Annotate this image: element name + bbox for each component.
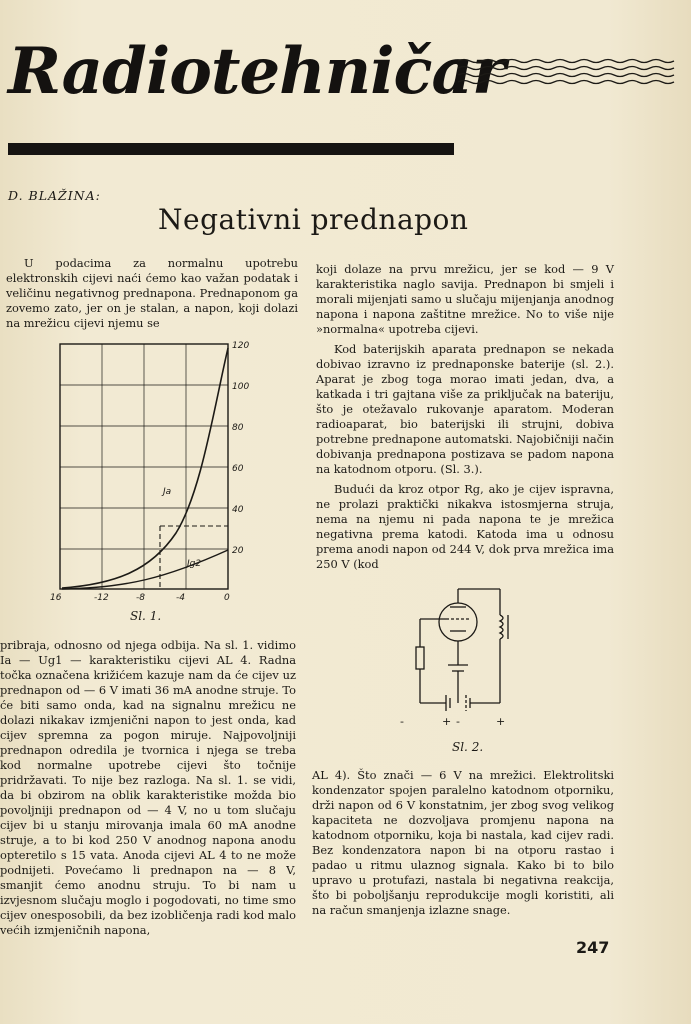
masthead-underline bbox=[8, 143, 454, 155]
article-title: Negativni prednapon bbox=[158, 203, 469, 236]
y-tick: 20 bbox=[232, 546, 244, 556]
figure-1-graph bbox=[46, 338, 252, 608]
x-tick: -12 bbox=[94, 593, 109, 603]
y-tick: 100 bbox=[232, 382, 250, 392]
column-2-top bbox=[316, 262, 614, 572]
y-tick: 80 bbox=[232, 423, 244, 433]
x-tick: -8 bbox=[136, 593, 145, 603]
x-tick: 16 bbox=[50, 593, 62, 603]
wavy-lines-ornament bbox=[458, 58, 676, 88]
column-1-top bbox=[6, 256, 298, 331]
paragraph: koji dolaze na prvu mrežicu, jer se kod — 9 V karakteristika naglo savija. Prednapon bi smjeli i morali mijenjati samo u slučaju mijenjanja anodnog napona i napona zaštitne mrežice. No to više nije »normalna« upotreba cijevi. bbox=[316, 262, 614, 336]
x-tick: -4 bbox=[176, 593, 185, 603]
curve-label-jg2: Jg2 bbox=[187, 559, 202, 569]
paragraph: AL 4). Što znači — 6 V na mrežici. Elektrolitski kondenzator spojen paralelno katodnom otporniku, drži napon od 6 V konstatnim, jer zbog svog velikog kapaciteta ne dozvoljava promjenu napona na katodnom otporniku, koja bi nastala, kad cijev radi. Bez kondenzatora napon bi na otporu rastao i padao u ritmu ulaznog signala. Kako bi to bilo upravo u protufazi, nastala bi negativna reakcija, što bi poboljšanju reprodukcije mogli koristiti, ali na račun smanjenja izlazne snage. bbox=[312, 768, 614, 917]
y-tick: 40 bbox=[232, 505, 244, 515]
y-tick: 120 bbox=[232, 341, 250, 351]
column-2-bottom bbox=[312, 768, 614, 918]
polarity-plus: + bbox=[496, 715, 506, 728]
x-tick: 0 bbox=[224, 593, 230, 603]
masthead: Radiotehničar bbox=[8, 34, 505, 109]
column-1-bottom bbox=[0, 638, 296, 938]
curve-label-ja: Ja bbox=[163, 487, 172, 497]
polarity-minus: - bbox=[456, 715, 460, 728]
paragraph: pribraja, odnosno od njega odbija. Na sl. 1. vidimo Ia — Ug1 — karakteristiku cijevi AL 4. Radna točka označena križićem kazuje nam da će cijev uz prednapon od — 6 V imati 36 mA anodne struje. To će biti samo onda, kad na signalnu mrežicu ne dolazi nikakav izmjenični napon to jest onda, kad cijev spremna za pogon miruje. Najpovoljniji prednapon odredila je tvornica i njega se treba kod normalne upotrebe cijevi što točnije pridržavati. To nije bez razloga. Na sl. 1. se vidi, da bi obzirom na oblik karakteristike možda bio povoljniji prednapon od — 4 V, no u tom slučaju cijev bi u stanju mirovanja imala 60 mA anodne struje, a to bi kod 250 V anodnog napona anodu opteretilo s 15 vata. Anoda cijevi AL 4 to ne može podnijeti. Povećamo li prednapon na — 8 V, smanjit ćemo anodnu struju. To bi nam u izvjesnom slučaju moglo i pogodovati, no time smo cijev onesposobili, da bez izobličenja radi kod malo većih izmjeničnih napona, bbox=[0, 638, 296, 937]
paragraph: Kod baterijskih aparata prednapon se nekada dobivao izravno iz prednaponske baterije (sl. 2.). Aparat je zbog toga morao imati jedan, dva, a katkada i tri gajtana više za priključak na bateriju, što je otežavalo rukovanje aparatom. Moderan radioaparat, bio baterijski ili strujni, dobiva potrebne prednapone automatski. Najobičniji način dobivanja prednapona postizava se padom napona na katodnom otporu. (Sl. 3.). bbox=[316, 342, 614, 476]
figure-2-circuit bbox=[396, 585, 522, 735]
figure-2-caption: Sl. 2. bbox=[452, 740, 484, 754]
figure-1-caption: Sl. 1. bbox=[130, 609, 162, 623]
page-number: 247 bbox=[576, 938, 610, 957]
author-byline: D. BLAŽINA: bbox=[8, 188, 101, 203]
polarity-minus: - bbox=[400, 715, 404, 728]
y-tick: 60 bbox=[232, 464, 244, 474]
paragraph: U podacima za normalnu upotrebu elektronskih cijevi naći ćemo kao važan podatak i veličinu negativnog prednapona. Prednaponom ga zovemo zato, jer on je stalan, a napon, koji dolazi na mrežicu cijevi njemu se bbox=[6, 256, 298, 330]
paragraph: Budući da kroz otpor Rg, ako je cijev ispravna, ne prolazi praktički nikakva istosmjerna struja, nema na njemu ni pada napona te je mrežica negativna prema katodi. Katoda ima u odnosu prema anodi napon od 244 V, dok prva mrežica ima 250 V (kod bbox=[316, 482, 614, 571]
polarity-plus: + bbox=[442, 715, 452, 728]
